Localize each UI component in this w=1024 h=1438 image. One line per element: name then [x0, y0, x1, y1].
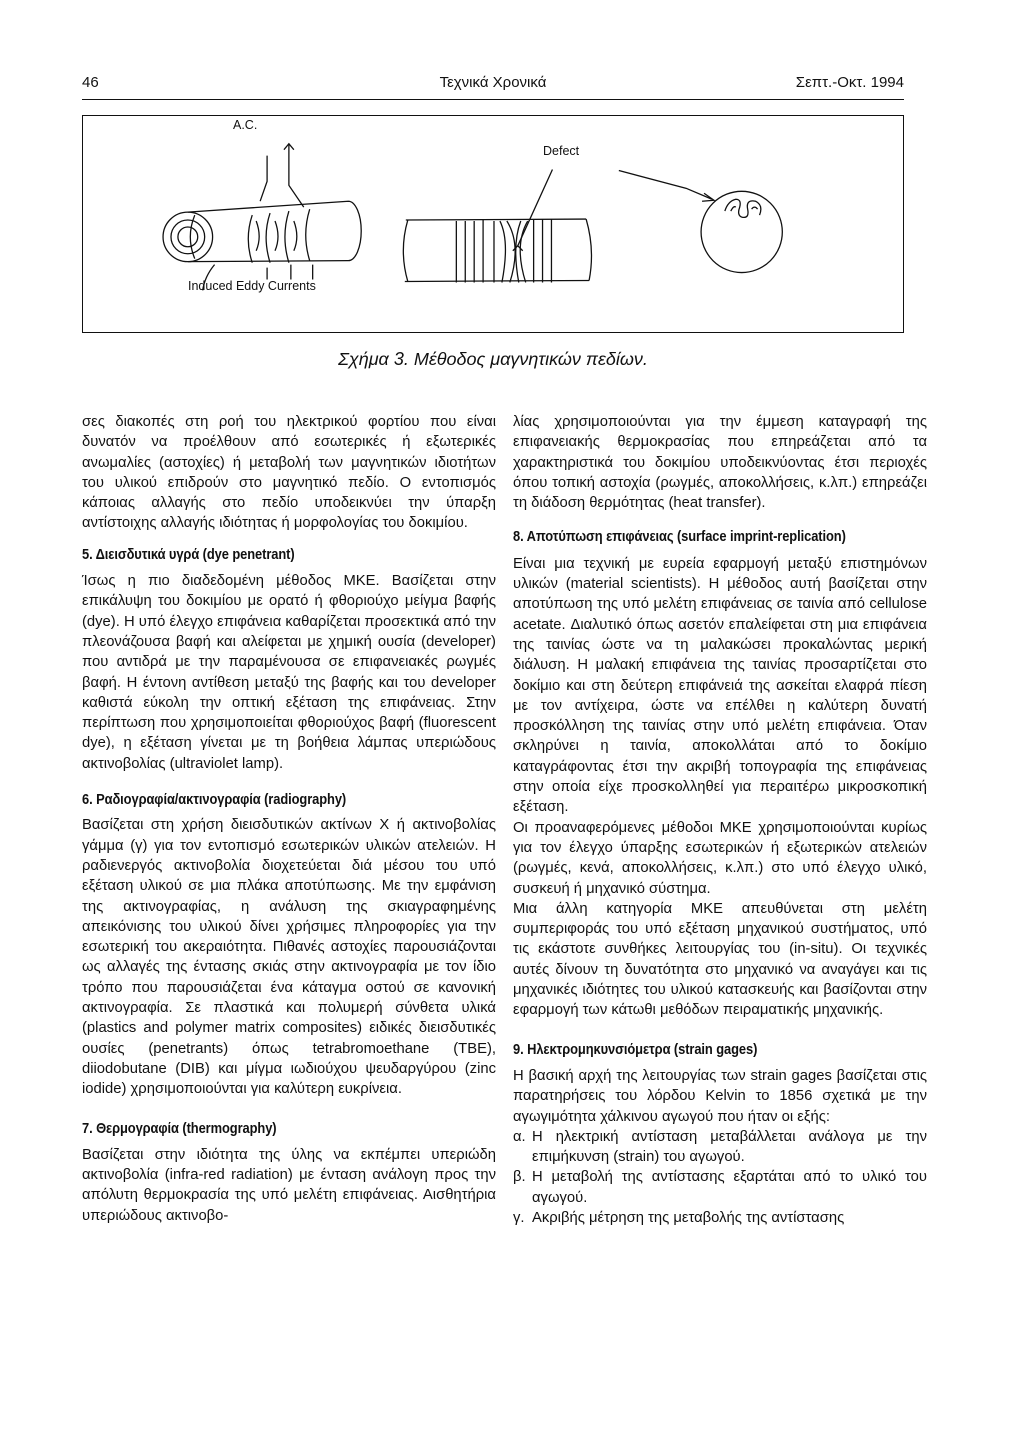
defect-pipe-illustration	[403, 170, 591, 283]
journal-title: Τεχνικά Χρονικά	[439, 74, 547, 91]
section-9-paragraph: Η βασική αρχή της λειτουργίας των strain gages βασίζεται στις παρατηρήσεις του λόρδου Kelvin το 1856 σχετικά με την αγωγιμότητα χάλκινου αγωγού που ήταν οι εξής:	[513, 1067, 927, 1125]
list-item	[513, 1167, 927, 1208]
figure-caption: Σχήμα 3. Μέθοδος μαγνητικών πεδίων.	[338, 349, 648, 369]
list-text: Ακριβής μέτρηση της μεταβολής της αντίστασης	[532, 1209, 845, 1226]
list-marker: γ.	[513, 1209, 525, 1226]
figure-label-eddy-currents: Induced Eddy Currents	[188, 279, 316, 293]
left-column	[82, 412, 496, 1226]
issue-date: Σεπτ.-Οκτ. 1994	[795, 74, 904, 91]
intro-paragraph: σες διακοπές στη ροή του ηλεκτρικού φορτίου που είναι δυνατόν να προέλθουν από εσωτερικές ή εξωτερικές ανωμαλίες (αστοχίες) ή μεταβολή των μαγνητικών ιδιοτήτων του υλικού επιδρούν στο μαγνητικό πεδίο. Ο εντοπισμός κάποιας αλλαγής στο πεδίο υποδεικνύει την ύπαρξη αντίστοιχης αλλαγής ιδιότητας ή μορφολογίας του δοκιμίου.	[82, 414, 496, 532]
figure-label-defect: Defect	[543, 144, 580, 158]
running-header	[82, 74, 904, 98]
section-6-paragraph: Βασίζεται στη χρήση διεισδυτικών ακτίνων Χ ή ακτινοβολίας γάμμα (γ) για τον εντοπισμό εσωτερικών υλικών ατελειών. Η ραδιενεργός ακτινοβολία διοχετεύεται διά μέσου του υπό εξέταση υλικού σε μια πλάκα αποτύπωσης. Με την εμφάνιση της ακτινογραφίας, η ανάλυση της σκιαγραφημένης απεικόνισης του υλικού δίνει χρήσιμες πληροφορίες για την εσωτερική του ακεραιότητα. Πιθανές αστοχίες παρουσιάζονται ως αλλαγές της έντασης σκιάς στην ακτινογραφία με τον ίδιο τρόπο που παρουσιάζεται ένα κάταγμα οστού σε κανονική ακτινογραφία. Σε πλαστικά και πολυμερή σύνθετα υλικά (plastics and polymer matrix composites) ειδικές διεισδυτικές ουσίες (penetrants) όπως tetrabromoethane (TBE), diiodobutane (DIB) και μίγμα ιωδιούχου ψευδαργύρου (zinc iodide) χρησιμοποιούνται για καλύτερη ευκρίνεια.	[82, 817, 496, 1098]
continued-paragraph: λίας χρησιμοποιούνται για την έμμεση καταγραφή της επιφανειακής θερμοκρασίας που επηρεάζεται από τα χαρακτηριστικά του δοκιμίου υποδεικνύοντας έτσι περιοχές όπου τοπική αστοχία (ρωγμές, αποκολλήσεις, κ.λπ.) επηρεάζει τη διάδοση θερμότητας (heat transfer).	[513, 414, 927, 512]
list-item	[513, 1208, 927, 1228]
page-number: 46	[82, 74, 99, 91]
section-heading-5: 5. Διεισδυτικά υγρά (dye penetrant)	[82, 545, 295, 563]
section-heading-7: 7. Θερμογραφία (thermography)	[82, 1119, 277, 1137]
defect-cross-section-illustration	[619, 170, 782, 272]
section-heading-8: 8. Αποτύπωση επιφάνειας (surface imprint-replication)	[513, 528, 846, 546]
eddy-current-pipe-illustration	[163, 144, 361, 291]
list-text: Η ηλεκτρική αντίσταση μεταβάλλεται ανάλογα με την επιμήκυνση (strain) του αγωγού.	[532, 1128, 927, 1166]
section-5-paragraph: Ίσως η πιο διαδεδομένη μέθοδος ΜΚΕ. Βασίζεται στην επικάλυψη του δοκιμίου με ορατό ή φθοριούχο μείγμα βαφής (dye). Η υπό έλεγχο επιφάνεια καθαρίζεται προσεκτικά από την πλεονάζουσα βαφή και αλείφεται με χημική ουσία (developer) που αντιδρά με την παραμένουσα σε επιφανειακές ρωγμές βαφή. Η έντονη αντίθεση μεταξύ της βαφής και του developer καθιστά εύκολη την οπτική εξέταση της επιφάνειας. Στην περίπτωση που χρησιμοποιείται φθοριούχος βαφή (fluorescent dye), η εξέταση γίνεται με τη βοήθεια λάμπας υπεριώδους ακτινοβολίας (ultraviolet lamp).	[82, 573, 496, 772]
figure-magnetic-methods	[82, 115, 904, 333]
section-8-paragraph-c: Μια άλλη κατηγορία ΜΚΕ απευθύνεται στη μελέτη συμπεριφοράς του υπό εξέταση μηχανικού συστήματος, υπό τις εκάστοτε συνθήκες λειτουργίας του (in-situ). Οι τεχνικές αυτές δίνουν τη δυνατότητα στο μηχανικό να αναγάγει και τις μηχανικές ιδιότητες του υλικού κατασκευής και βασίζονται στην εφαρμογή των κάτωθι μεθόδων πειραματικής μηχανικής.	[513, 900, 927, 1019]
section-7-paragraph: Βασίζεται στην ιδιότητα της ύλης να εκπέμπει υπεριώδη ακτινοβολία (infra-red radiation) με ένταση ανάλογη προς την απόλυτη θερμοκρασία της υπό μελέτη επιφάνειας. Αισθητήρια υπεριώδους ακτινοβο-	[82, 1146, 496, 1224]
list-marker: β.	[513, 1169, 526, 1186]
figure-label-ac: A.C.	[233, 118, 258, 132]
section-8-paragraph-a: Είναι μια τεχνική με ευρεία εφαρμογή μεταξύ επιστημόνων υλικών (material scientists). Η μέθοδος αυτή βασίζεται στην αποτύπωση της υπό μελέτη επιφάνειας σε ταινία από cellulose acetate. Διαλυτικό όπως ασετόν επαλείφεται στη μια επιφάνεια της ταινίας ώστε να τη μαλακώσει προκαλώντας μερική διάλυση. Η μαλακή επιφάνεια της ταινίας προσαρτίζεται στο δοκίμιο και στη δεύτερη επιφάνειά της ασκείται ελαφρά πίεση με τον αντίχειρα, ώστε να επέλθει η καλύτερη δυνατή προσκόλληση της ταινίας στην υπό μελέτη επιφάνεια. Όταν σκληρύνει η ταινία, αποκολλάται από το δοκίμιο καταγράφοντας έτσι την ακριβή τοπογραφία της επιφάνειας στην οποία είχε προσκολληθεί για περαιτέρω μικροσκοπική εξέταση.	[513, 555, 927, 816]
section-8-paragraph-b: Οι προαναφερόμενες μέθοδοι ΜΚΕ χρησιμοποιούνται κυρίως για τον έλεγχο ύπαρξης εσωτερικών ή εξωτερικών ατελειών (ρωγμές, κενά, αποκολλήσεις, κ.λπ.) στο υπό έλεγχο υλικό, συσκευή ή μηχανικό σύστημα.	[513, 819, 927, 897]
list-marker: α.	[513, 1128, 526, 1145]
list-item	[513, 1127, 927, 1168]
header-rule	[82, 99, 904, 100]
list-text: Η μεταβολή της αντίστασης εξαρτάται από το υλικό του αγωγού.	[532, 1169, 927, 1206]
figure-diagram	[83, 116, 903, 332]
right-column	[513, 412, 927, 1228]
section-heading-9: 9. Ηλεκτρομηκυνσιόμετρα (strain gages)	[513, 1040, 758, 1058]
section-heading-6: 6. Ραδιογραφία/ακτινογραφία (radiography)	[82, 791, 347, 809]
